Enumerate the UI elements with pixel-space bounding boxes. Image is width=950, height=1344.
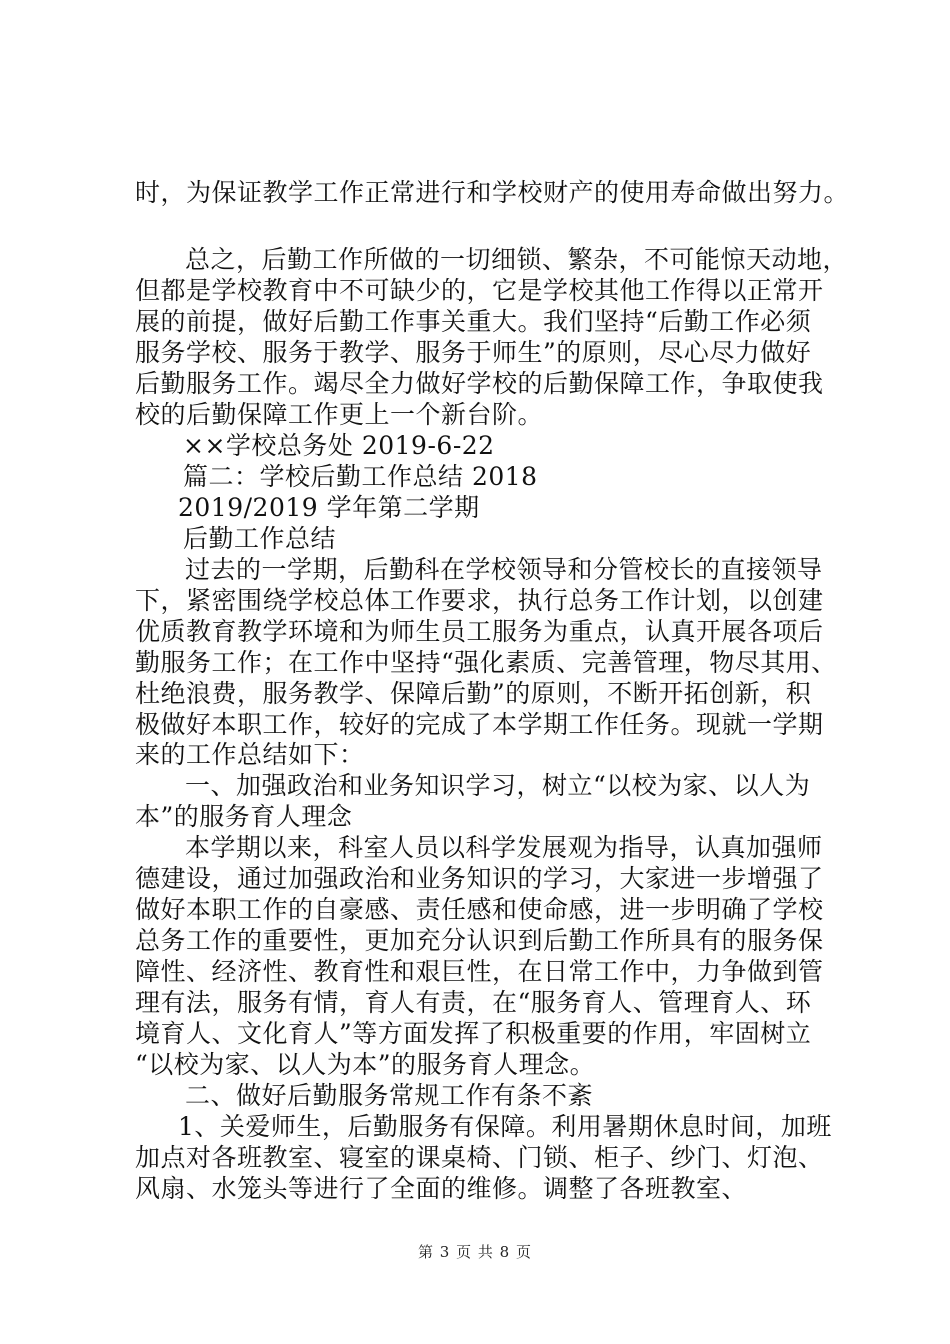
text-line: 总之，后勤工作所做的一切细锁、繁杂，不可能惊天动地， [185,245,849,274]
subsection-heading: 二、做好后勤服务常规工作有条不紊 [185,1081,594,1110]
text-line: 风扇、水笼头等进行了全面的维修。调整了各班教室、 [135,1174,748,1203]
section-heading: 篇二：学校后勤工作总结 2018 [183,462,538,491]
text-line: 过去的一学期，后勤科在学校领导和分管校长的直接领导 [185,555,823,584]
text-line: 时，为保证教学工作正常进行和学校财产的使用寿命做出努力。 [135,178,850,207]
text-line: 但都是学校教育中不可缺少的，它是学校其他工作得以正常开 [135,276,824,305]
text-line: 做好本职工作的自豪感、责任感和使命感，进一步明确了学校 [135,895,824,924]
subsection-heading: 本”的服务育人理念 [135,802,353,831]
text-line: 展的前提，做好后勤工作事关重大。我们坚持“后勤工作必须 [135,307,812,336]
text-line: 1、关爱师生，后勤服务有保障。利用暑期休息时间，加班 [178,1112,832,1141]
text-line: 校的后勤保障工作更上一个新台阶。 [135,400,544,429]
text-line: 杜绝浪费，服务教学、保障后勤”的原则，不断开拓创新，积 [135,679,812,708]
text-line: 后勤服务工作。竭尽全力做好学校的后勤保障工作，争取使我 [135,369,824,398]
text-line: 境育人、文化育人”等方面发挥了积极重要的作用，牢固树立 [135,1019,812,1048]
page-footer: 第 3 页 共 8 页 [418,1243,532,1261]
text-line: 本学期以来，科室人员以科学发展观为指导，认真加强师 [185,833,823,862]
text-line: 德建设，通过加强政治和业务知识的学习，大家进一步增强了 [135,864,824,893]
subsection-heading: 一、加强政治和业务知识学习，树立“以校为家、以人为 [185,771,811,800]
text-line: 加点对各班教室、寝室的课桌椅、门锁、柜子、纱门、灯泡、 [135,1143,824,1172]
signature-line: ××学校总务处 2019-6-22 [183,431,495,460]
text-line: 服务学校、服务于教学、服务于师生”的原则，尽心尽力做好 [135,338,812,367]
text-line: 下，紧密围绕学校总体工作要求，执行总务工作计划，以创建 [135,586,824,615]
text-line: 勤服务工作；在工作中坚持“强化素质、完善管理，物尽其用、 [135,648,837,677]
document-title: 后勤工作总结 [183,524,337,553]
text-line: “以校为家、以人为本”的服务育人理念。 [135,1050,596,1079]
text-line: 理有法，服务有情，育人有责，在“服务育人、管理育人、环 [135,988,812,1017]
text-line: 总务工作的重要性，更加充分认识到后勤工作所具有的服务保 [135,926,824,955]
text-line: 优质教育教学环境和为师生员工服务为重点，认真开展各项后 [135,617,824,646]
text-line: 障性、经济性、教育性和艰巨性，在日常工作中，力争做到管 [135,957,824,986]
term-heading: 2019/2019 学年第二学期 [178,493,480,522]
text-line: 来的工作总结如下： [135,740,365,769]
text-line: 极做好本职工作，较好的完成了本学期工作任务。现就一学期 [135,710,824,739]
